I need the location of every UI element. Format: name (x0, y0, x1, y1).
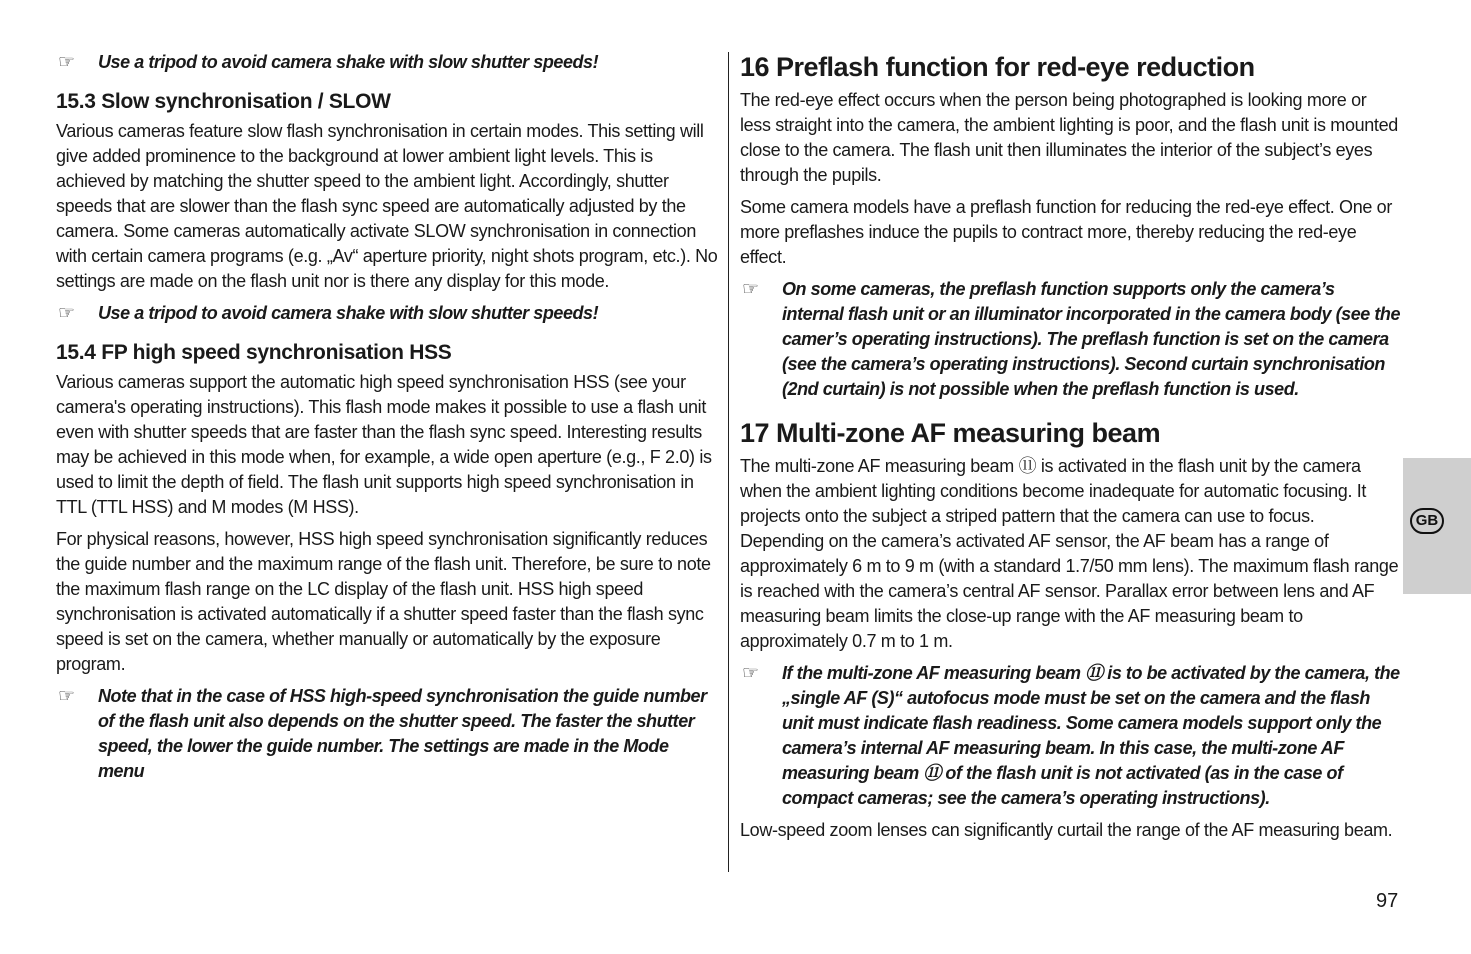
pointing-hand-icon: ☞ (58, 52, 76, 73)
section-16-paragraph-2: Some camera models have a preflash function for reducing the red-eye effect. One or more preflashes induce the pupils to contract more, thereby reducing the red-eye effect. (740, 197, 1392, 267)
language-badge-gb: GB (1410, 508, 1444, 534)
section-16-paragraph-1: The red-eye effect occurs when the person being photographed is looking more or less straight into the camera, the ambient lighting is poor, and the flash unit is mounted close to the camera. The flash unit then illuminates the interior of the subject’s eyes through the pupils. (740, 90, 1398, 185)
pointing-hand-icon: ☞ (58, 303, 76, 324)
section-17-title: 17 Multi-zone AF measuring beam (740, 418, 1161, 448)
section-15-3-paragraph: Various cameras feature slow flash synchronisation in certain modes. This setting will give added prominence to the background at lower ambient light levels. This is achieved by matching the shutter speed to the ambient light. Accordingly, shutter speeds that are slower than the flash sync speed are automatically adjusted by the camera. Some cameras automatically activate SLOW synchronisation in connection with certain camera programs (e.g. „Av“ aperture priority, night shots program, etc.). No settings are made on the flash unit nor is there any display for this mode. (56, 121, 718, 291)
note-text: If the multi-zone AF measuring beam ⑪ is to be activated by the camera, the „single AF (S)“ autofocus mode must be set on the camera and the flash unit must indicate flash readiness. Some camera models support only the camera’s internal AF measuring beam. In this case, the multi-zone AF measuring beam ⑪ of the flash unit is not activated (as in the case of compact cameras; see the camera’s operating instructions). (782, 663, 1400, 808)
note-af-beam (740, 661, 1400, 811)
section-17-paragraph-2: Low-speed zoom lenses can significantly curtail the range of the AF measuring beam. (740, 820, 1393, 840)
pointing-hand-icon: ☞ (742, 663, 760, 684)
section-17-paragraph-1: The multi-zone AF measuring beam ⑪ is activated in the flash unit by the camera when the ambient lighting conditions become inadequate for automatic focusing. It projects onto the subject a striped pattern that the camera can use to focus. Depending on the camera’s activated AF sensor, the AF beam has a range of approximately 6 m to 9 m (with a standard 1.7/50 mm lens). The maximum flash range is reached with the camera’s central AF sensor. Parallax error between lens and AF measuring beam limits the close-up range with the AF measuring beam to approximately 0.7 m to 1 m. (740, 456, 1399, 651)
section-15-4-title: 15.4 FP high speed synchronisation HSS (56, 341, 452, 364)
page-number: 97 (1376, 890, 1399, 912)
note-tripod-top (56, 50, 718, 75)
note-text: Note that in the case of HSS high-speed synchronisation the guide number of the flash unit also depends on the shutter speed. The faster the shutter speed, the lower the guide number. The settings are made in the Mode menu (98, 686, 707, 781)
column-divider (728, 52, 729, 872)
note-tripod (56, 301, 718, 326)
note-text: Use a tripod to avoid camera shake with slow shutter speeds! (98, 303, 599, 323)
section-15-4-paragraph-2: For physical reasons, however, HSS high speed synchronisation significantly reduces the guide number and the maximum range of the flash unit. Therefore, be sure to note the maximum flash range on the LC display of the flash unit. HSS high speed synchronisation is activated automatically if a shutter speed faster than the flash sync speed is set on the camera, whether manually or automatically by the exposure program. (56, 529, 711, 674)
section-16-title: 16 Preflash function for red-eye reduction (740, 52, 1255, 82)
note-preflash (740, 277, 1400, 402)
note-hss (56, 684, 718, 784)
note-text: Use a tripod to avoid camera shake with slow shutter speeds! (98, 52, 599, 72)
left-column (56, 50, 718, 791)
section-15-4-paragraph-1: Various cameras support the automatic high speed synchronisation HSS (see your camera's operating instructions). This flash mode makes it possible to use a flash unit even with shutter speeds that are faster than the flash sync speed. Interesting results may be achieved in this mode when, for example, a wide open aperture (e.g., F 2.0) is used to limit the depth of field. The flash unit supports high speed synchronisation in TTL (TTL HSS) and M modes (M HSS). (56, 372, 712, 517)
pointing-hand-icon: ☞ (58, 686, 76, 707)
note-text: On some cameras, the preflash function supports only the camera’s internal flash unit or an illuminator incorporated in the camera body (see the camer’s operating instructions). The preflash function is set on the camera (see the camera’s operating instructions). Second curtain synchronisation (2nd curtain) is not possible when the preflash function is used. (782, 279, 1401, 399)
right-column (740, 50, 1400, 850)
section-15-3-title: 15.3 Slow synchronisation / SLOW (56, 90, 391, 113)
pointing-hand-icon: ☞ (742, 279, 760, 300)
